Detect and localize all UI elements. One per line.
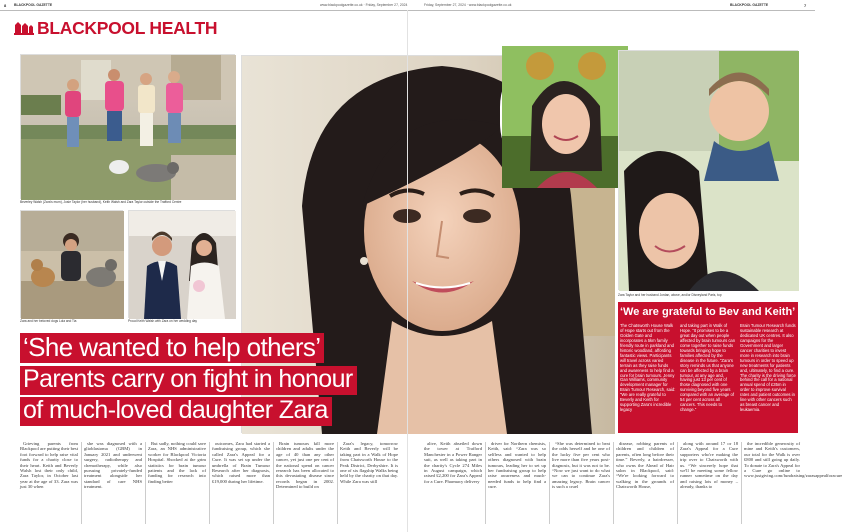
body-column-2-text: she was diagnosed with a glioblastoma (GBM) in January 2021 and underwent surgery, radiotherapy and chemotherapy, while also pursuing privately-funded treatment alongside her standard of care NHS treatment.: [84, 441, 142, 490]
column-rule: [549, 442, 550, 524]
body-column-11-text: along with around 17 or 18 Zara's Appeal for a Cure supporters who're making the trip over to Chatsworth with us. “We sincerely hope that we'll be meeting some fellow runner sometime on the day and raising lots of money – already, thanks to: [680, 441, 738, 490]
quote-box-col-1: [620, 324, 676, 431]
column-rule: [677, 442, 678, 524]
group-photo: [20, 54, 235, 199]
left-masthead: BLACKPOOL GAZETTE: [14, 3, 53, 7]
right-masthead: BLACKPOOL GAZETTE: [730, 3, 769, 7]
body-column-10: [616, 441, 674, 526]
column-rule: [209, 442, 210, 524]
dogs-photo-caption: Zara and her beloved dogs Lola and Tia: [20, 319, 77, 323]
quote-box-col-2-text: and taking part in Walk of Hope. “It promises to be a great day out when people affected by brain tumours can come together to raise funds towards bringing hope to families affected by the disease in the future. “Zara's story reminds us that anyone can be affected by a brain tumour, at any age and, having just 13 per cent of those diagnosed with one surviving beyond five years compared with an average of 54 per cent across all cancers. This needs to change.”: [680, 323, 736, 413]
quote-box-col-1-text: The Chatsworth House Walk of Hope starts out from the Golden Gate and incorporates a 5km family friendly route in parkland and historic woodland, affording fantastic views. Participants will travel across varied terrain as they raise funds and awareness to help find a cure for brain tumours. Jenny Gan Williams, community development manager for Brain Tumour Research, said: “We are really grateful to Beverly and Keith for supporting Zara's incredible legacy: [620, 323, 676, 413]
couple-photo-caption: Zara Taylor and her husband Jordan, above, and/or Disneyland Paris, top: [618, 293, 722, 297]
body-column-4: [212, 441, 270, 526]
quote-box-col-3: [740, 324, 796, 431]
column-rule: [485, 442, 486, 524]
right-page-number: 7: [804, 3, 807, 8]
body-column-5: [276, 441, 334, 526]
wedding-photo-caption: Proud Keith Walsh with Zara on her wedding day: [128, 319, 197, 323]
section-title: BLACKPOOL HEALTH: [37, 18, 218, 38]
body-column-3-text: But sadly, nothing could save Zara, an NHS administrative worker for Blackpool Victoria Hospital. Shocked at the grim statistics for brain tumour patients and the lack of funding for research into finding better: [148, 441, 206, 484]
group-photo-caption: Beverley Walsh (Zara's mum), Josie Taylor (her husband), Keith Walsh and Zara Taylor outside the Trafford Centre: [20, 200, 182, 204]
body-column-8: [488, 441, 546, 526]
quote-box-col-2: [680, 324, 736, 431]
disneyland-photo: [500, 44, 626, 186]
body-column-4-text: outcomes, Zara had started a fundraising group, which she called Zara's Appeal for a Cure. It was set up under the umbrella of Brain Tumour Research after her diagnosis, which raised more than £19,000 during her lifetime.: [212, 441, 270, 484]
body-column-1: [20, 441, 78, 526]
body-column-12-text: the incredible generosity of mine and Keith's customers, our total for the Walk is over £800 and still going up daily. To donate to Zara's Appeal for a Cure go online to www.justgiving.com/fundraising/zarasappealforacure: [744, 441, 842, 479]
column-rule: [273, 442, 274, 524]
headline-kicker: ‘She wanted to help others’: [20, 333, 324, 363]
left-page-number: 8: [4, 3, 7, 8]
quote-box-title: ‘We are grateful to Bev and Keith’: [620, 306, 796, 318]
couple-photo: [618, 50, 798, 290]
dogs-photo: [20, 210, 123, 318]
body-column-1-text: Grieving parents from Blackpool are putting their best foot forward to help raise vital funds for a charity close to their heart. Keith and Beverly Walsh lost their only child, Zara Taylor, in October last year at the age of 33. Zara was just 30 when: [20, 441, 78, 490]
body-column-6: [340, 441, 398, 526]
headline-line-1: Parents carry on fight in honour: [20, 366, 357, 395]
body-column-11: [680, 441, 738, 526]
body-column-5-text: Brain tumours kill more children and adults under the age of 40 than any other cancer, yet just one per cent of the national spend on cancer research has been allocated to this devastating disease since records began in 2002. Determined to build on: [276, 441, 334, 490]
right-url-date: Friday, September 27, 2024 · www.blackpoolgazette.co.uk: [424, 3, 512, 7]
health-logo-icon: [14, 20, 34, 40]
column-rule: [613, 442, 614, 524]
body-column-7: [424, 441, 482, 526]
body-column-8-text: driver for Northern chemists, Keith, said: “Zara was so selfless and wanted to help others diagnosed with brain tumours, leading her to set up her fundraising group to help raise awareness and much-needed funds to help find a cure.: [488, 441, 546, 490]
body-column-3: [148, 441, 206, 526]
column-rule: [145, 442, 146, 524]
left-url-date: www.blackpoolgazette.co.uk · Friday, September 27, 2024: [320, 3, 408, 7]
column-rule: [337, 442, 338, 524]
body-column-10-text: disease, robbing parents of children and children of parents, often long before their time.” Beverly, a hairdresser, who owns the Ahead of Hair salon in Blackpool, said: “We're looking forward to walking in the grounds of Chatsworth House,: [616, 441, 674, 490]
wedding-photo: [128, 210, 235, 318]
body-column-7-text: alive, Keith abseiled down the tower at Trafford Manchester in a Power Ranger suit, as well as taking part in the charity's Cycle 274 Miles in August campaign, which raised £2,200 for Zara's Appeal for a Cure. Pharmacy delivery: [424, 441, 482, 484]
column-rule: [81, 442, 82, 524]
quote-box-col-3-text: Brain Tumour Research funds sustainable research at dedicated UK centres. It also campaigns for the Government and larger cancer charities to invest more in research into brain tumours in order to speed up new treatments for patients and, ultimately, to find a cure. The charity is the driving force behind the call for a national annual spend of £35m in order to improve survival rates and patient outcomes in line with other cancers such as breast cancer and leukaemia.: [740, 323, 796, 413]
body-column-9-text: “She was determined to beat the odds herself and be one of the lucky five per cent who live more than five years post-diagnosis, but it was not to be. “Now we just want to do what we can to continue Zara's amazing legacy. Brain cancer is such a cruel: [552, 441, 610, 490]
headline-line-2: of much-loved daughter Zara: [20, 397, 332, 426]
column-rule: [741, 442, 742, 524]
body-column-12: [744, 441, 842, 526]
body-column-2: [84, 441, 142, 526]
body-column-9: [552, 441, 610, 526]
spread-gutter: [407, 10, 408, 532]
body-column-6-text: Zara's legacy, tomorrow Keith and Beverly will be taking part in a Walk of Hope from Chatsworth House to the Peak District, Derbyshire. It is one of six flagship Walks being held by the charity on that day. While Zara was still: [340, 441, 398, 484]
